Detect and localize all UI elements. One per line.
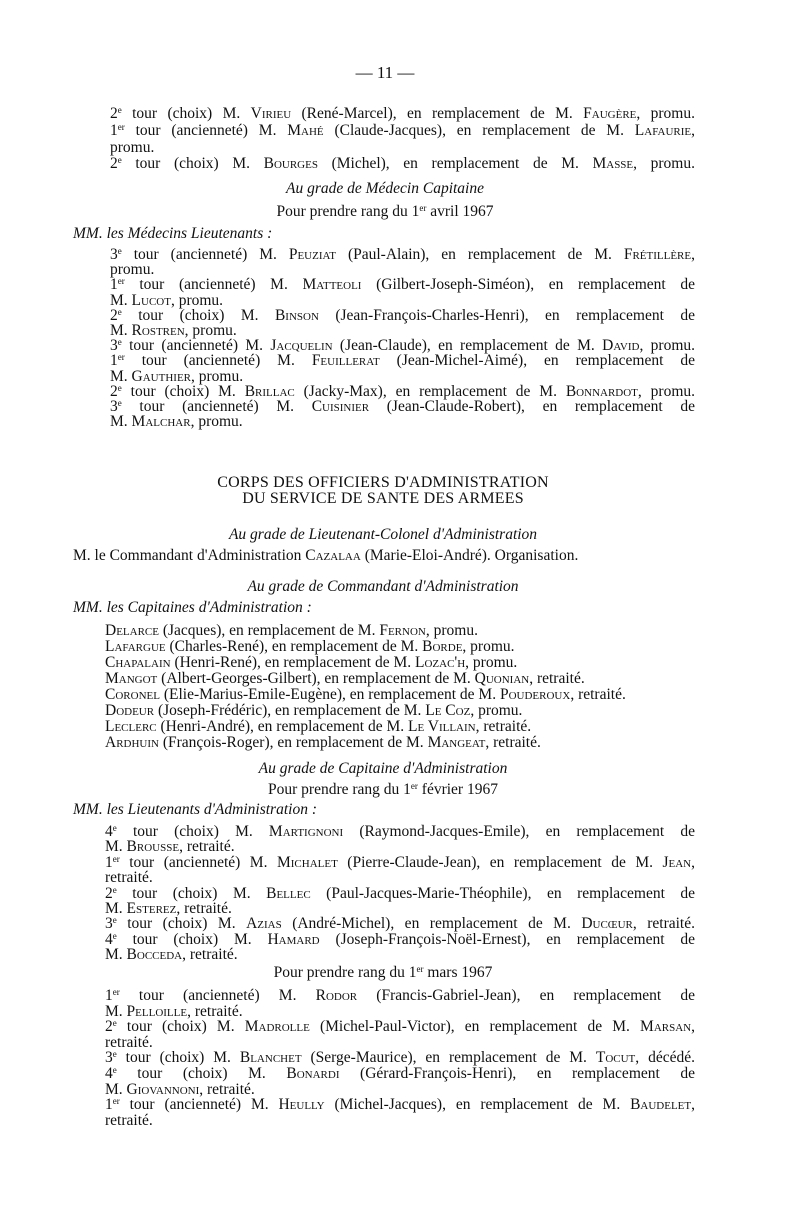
tour-ordinal: e bbox=[117, 105, 122, 115]
entry-text: (Gilbert-Joseph-Siméon), en remplacement de bbox=[361, 276, 695, 294]
rang-sup: er bbox=[410, 781, 418, 791]
entry-text: (François-Roger), en remplacement de M. bbox=[158, 734, 428, 751]
entry-tail: , retraité. bbox=[187, 1002, 243, 1020]
officer-surname: Brillac bbox=[244, 382, 295, 400]
entry-line bbox=[105, 1018, 695, 1036]
replaced-officer-surname: David bbox=[602, 337, 640, 355]
entry-text: retraité. bbox=[105, 869, 153, 887]
entry-text: (Paul-Alain), en remplacement de M. bbox=[335, 246, 624, 263]
entry-tail: , bbox=[691, 1096, 695, 1114]
entry-text: (Claude-Jacques), en remplacement de M. bbox=[323, 121, 635, 139]
tour-text: tour (choix) M. bbox=[121, 382, 245, 400]
entry-line bbox=[110, 139, 154, 157]
officer-surname: Giovannoni bbox=[126, 1080, 200, 1098]
entry-text: (Jacques), en remplacement de M. bbox=[158, 622, 380, 639]
entry-tail: , promu. bbox=[190, 413, 243, 431]
entry-tail: , promu. bbox=[465, 654, 518, 671]
officer-surname: Leclerc bbox=[105, 718, 157, 735]
rang-pre: Pour prendre rang du 1 bbox=[276, 203, 420, 220]
tour-ordinal: e bbox=[117, 337, 122, 348]
officer-surname: Feuillerat bbox=[311, 352, 380, 370]
entry-text: (Jean-Michel-Aimé), en remplacement de bbox=[379, 352, 695, 370]
officer-surname: Chapalain bbox=[105, 654, 171, 671]
mm-label-lieutenants-admin: MM. les Lieutenants d'Administration : bbox=[73, 801, 317, 818]
entry-tail: , promu. bbox=[462, 638, 515, 655]
tour-number: 1 bbox=[110, 276, 118, 294]
officer-surname: Michalet bbox=[276, 853, 338, 871]
tour-ordinal: er bbox=[117, 276, 125, 287]
replaced-officer-surname: Mangeat bbox=[427, 734, 486, 751]
entry-text: (Jean-Claude), en remplacement de M. bbox=[332, 337, 603, 355]
officer-surname: Heully bbox=[278, 1096, 325, 1114]
tour-text: tour (choix) M. bbox=[116, 915, 247, 933]
tour-number: 1 bbox=[110, 121, 118, 139]
tour-number: 3 bbox=[110, 246, 118, 263]
entry-prefix: M. bbox=[105, 946, 127, 964]
tour-ordinal: e bbox=[112, 1049, 117, 1060]
tour-text: tour (ancienneté) M. bbox=[119, 987, 316, 1004]
entry-line bbox=[105, 1096, 695, 1114]
tour-text: tour (choix) M. bbox=[121, 105, 251, 122]
entry-text: (Jacky-Max), en remplacement de M. bbox=[294, 382, 566, 400]
entry-tail: , retraité. bbox=[570, 686, 626, 703]
entry-prefix: M. bbox=[110, 413, 132, 431]
tour-number: 4 bbox=[105, 1065, 113, 1082]
replaced-officer-surname: Lafaurie bbox=[634, 121, 692, 139]
tour-number: 3 bbox=[110, 337, 118, 355]
entry-prefix: M. bbox=[110, 367, 132, 385]
entry-text: (Michel-Jacques), en remplacement de M. bbox=[324, 1096, 631, 1114]
officer-surname: Cuisinier bbox=[311, 398, 370, 415]
tour-text: tour (choix) M. bbox=[116, 1065, 287, 1082]
tour-text: tour (choix) M. bbox=[116, 1018, 245, 1036]
officer-surname: Pelloille bbox=[126, 1002, 188, 1020]
tour-text: tour (ancienneté) M. bbox=[121, 398, 312, 415]
tour-text: tour (ancienneté) M. bbox=[119, 853, 277, 871]
entry-tail: , bbox=[691, 1018, 695, 1036]
tour-number: 2 bbox=[110, 105, 118, 122]
officer-surname: Hamard bbox=[267, 930, 320, 948]
tour-ordinal: e bbox=[112, 930, 117, 941]
tour-ordinal: e bbox=[112, 1065, 117, 1075]
entry-prefix: M. bbox=[105, 1080, 127, 1098]
page-number: — 11 — bbox=[355, 63, 415, 82]
rang-line-fevrier bbox=[0, 781, 766, 799]
replaced-officer-surname: Pouderoux bbox=[499, 686, 571, 703]
officer-surname: Mangot bbox=[105, 670, 158, 687]
entry-line bbox=[105, 1112, 153, 1130]
replaced-officer-surname: Faugère bbox=[583, 105, 637, 122]
entry-line bbox=[110, 155, 695, 173]
entry-tail: , promu. bbox=[470, 702, 523, 719]
entry-text: (Paul-Jacques-Marie-Théophile), en remplacement de bbox=[310, 884, 696, 902]
officer-surname: Lafargue bbox=[105, 638, 166, 655]
entry-tail: , promu. bbox=[184, 322, 237, 339]
entry-prefix: M. bbox=[105, 1002, 127, 1020]
replaced-officer-surname: Jean bbox=[662, 853, 692, 871]
officer-surname: Esterez bbox=[126, 900, 177, 917]
tour-text: tour (ancienneté) M. bbox=[124, 276, 303, 294]
officer-surname: Rodor bbox=[315, 987, 358, 1004]
tour-number: 2 bbox=[105, 1018, 113, 1036]
grade-heading-ltcol: Au grade de Lieutenant-Colonel d'Administration bbox=[228, 526, 538, 543]
tour-number: 1 bbox=[105, 1096, 113, 1114]
tour-text: tour (choix) M. bbox=[116, 1049, 240, 1067]
entry-tail: , retraité. bbox=[199, 1080, 255, 1098]
entry-tail: , décédé. bbox=[635, 1049, 695, 1067]
tour-text: tour (ancienneté) M. bbox=[121, 337, 271, 355]
replaced-officer-surname: Quonian bbox=[474, 670, 530, 687]
tour-ordinal: e bbox=[117, 398, 122, 408]
entry-text: (Henri-René), en remplacement de M. bbox=[170, 654, 416, 671]
entry-tail: , retraité. bbox=[179, 838, 235, 856]
entry-line bbox=[105, 946, 238, 964]
tour-ordinal: e bbox=[117, 306, 122, 317]
entry-text: promu. bbox=[110, 138, 155, 156]
entry-text: (Jean-François-Charles-Henri), en remplacement de bbox=[318, 306, 695, 324]
officer-surname: Malchar bbox=[131, 413, 191, 431]
entry-text: (Henri-André), en remplacement de M. bbox=[156, 718, 408, 735]
officer-surname: Rostren bbox=[131, 322, 185, 339]
officer-surname: Brousse bbox=[126, 838, 180, 856]
rang-sup: er bbox=[416, 964, 424, 974]
tour-ordinal: er bbox=[117, 352, 125, 363]
entry-text: (Gérard-François-Henri), en remplacement de bbox=[339, 1065, 695, 1082]
entry-text: retraité. bbox=[105, 1033, 153, 1051]
entry-text: (Francis-Gabriel-Jean), en remplacement de bbox=[357, 987, 695, 1004]
entry-text: (Joseph-François-Noël-Ernest), en remplacement de bbox=[319, 930, 696, 948]
entry-prefix: M. bbox=[105, 900, 127, 917]
entry-tail: , promu. bbox=[637, 382, 696, 400]
entry-line bbox=[110, 413, 243, 431]
entry-text: retraité. bbox=[105, 1111, 153, 1129]
tour-ordinal: e bbox=[112, 915, 117, 926]
tour-number: 2 bbox=[110, 382, 118, 400]
entry-tail: , retraité. bbox=[485, 734, 541, 751]
grade-heading-medecin-capitaine: Au grade de Médecin Capitaine bbox=[285, 180, 484, 197]
replaced-officer-surname: Le Villain bbox=[407, 718, 476, 735]
officer-surname: Binson bbox=[274, 306, 319, 324]
officer-surname: Delarce bbox=[105, 622, 159, 639]
entry-text: (Jean-Claude-Robert), en remplacement de bbox=[369, 398, 695, 415]
replaced-officer-surname: Marsan bbox=[640, 1018, 692, 1036]
rang-post: février 1967 bbox=[417, 781, 498, 798]
tour-text: tour (choix) M. bbox=[121, 155, 264, 173]
entry-text: (Albert-Georges-Gilbert), en remplacement de M. bbox=[157, 670, 475, 687]
officer-surname: Dodeur bbox=[105, 702, 155, 719]
replaced-officer-surname: Borde bbox=[422, 638, 463, 655]
entry-tail: , promu. bbox=[633, 155, 695, 173]
tour-ordinal: e bbox=[117, 246, 122, 256]
entry-tail: , retraité. bbox=[475, 718, 532, 735]
officer-surname: Peuziat bbox=[288, 246, 336, 263]
entry-text: (Serge-Maurice), en remplacement de M. bbox=[301, 1049, 596, 1067]
entry-text: (René-Marcel), en remplacement de M. bbox=[291, 105, 584, 122]
entry-tail: , promu. bbox=[639, 337, 695, 355]
tour-number: 3 bbox=[110, 398, 118, 415]
entry-line bbox=[110, 246, 695, 264]
entry-line bbox=[105, 854, 695, 872]
tour-number: 2 bbox=[110, 306, 118, 324]
tour-number: 2 bbox=[110, 155, 118, 173]
corps-heading-line-1: CORPS DES OFFICIERS D'ADMINISTRATION bbox=[217, 474, 549, 491]
tour-ordinal: e bbox=[112, 823, 117, 833]
replaced-officer-surname: Ducœur bbox=[581, 915, 633, 933]
officer-surname: Bocceda bbox=[126, 946, 183, 964]
tour-number: 4 bbox=[105, 823, 113, 840]
officer-surname: Jacquelin bbox=[270, 337, 333, 355]
entry-tail: , bbox=[691, 246, 695, 263]
officer-surname: Bellec bbox=[266, 884, 311, 902]
entry-tail: , promu. bbox=[170, 291, 224, 309]
tour-number: 1 bbox=[105, 987, 113, 1004]
grade-heading-capitaine: Au grade de Capitaine d'Administration bbox=[258, 760, 508, 777]
officer-surname: Madrolle bbox=[244, 1018, 310, 1036]
ltcol-entry-rest: (Marie-Eloi-André). Organisation. bbox=[360, 547, 579, 564]
entry-tail: , promu. bbox=[425, 622, 478, 639]
entry-prefix: M. bbox=[105, 838, 127, 856]
rang-post: mars 1967 bbox=[423, 964, 493, 981]
ltcol-entry bbox=[73, 547, 578, 565]
replaced-officer-surname: Masse bbox=[592, 155, 634, 173]
replaced-officer-surname: Le Coz bbox=[425, 702, 471, 719]
grade-heading-commandant: Au grade de Commandant d'Administration bbox=[247, 578, 519, 595]
tour-ordinal: e bbox=[112, 1018, 117, 1029]
entry-tail: , retraité. bbox=[529, 670, 585, 687]
entry-line bbox=[110, 122, 695, 140]
officer-surname: Bourges bbox=[263, 155, 318, 173]
entry-tail: , retraité. bbox=[176, 900, 232, 917]
entry-tail: , bbox=[691, 121, 695, 139]
tour-text: tour (choix) M. bbox=[116, 884, 267, 902]
entry-tail: , retraité. bbox=[182, 946, 238, 964]
tour-ordinal: er bbox=[117, 121, 125, 132]
corps-heading-line-2: DU SERVICE DE SANTE DES ARMEES bbox=[242, 490, 524, 507]
officer-surname: Matteoli bbox=[302, 276, 362, 294]
entry-text: (Charles-René), en remplacement de M. bbox=[165, 638, 423, 655]
tour-ordinal: er bbox=[112, 853, 120, 864]
officer-surname: Bonardi bbox=[286, 1065, 340, 1082]
officer-surname: Azias bbox=[246, 915, 282, 933]
entry-text: (Michel), en remplacement de M. bbox=[317, 155, 593, 173]
rang-post: avril 1967 bbox=[426, 203, 494, 220]
rang-line-mars bbox=[0, 964, 766, 982]
replaced-officer-surname: Bonnardot bbox=[565, 382, 638, 400]
tour-text: tour (choix) M. bbox=[116, 823, 269, 840]
tour-text: tour (ancienneté) M. bbox=[119, 1096, 279, 1114]
entry-text: promu. bbox=[110, 261, 155, 279]
entry-text: (André-Michel), en remplacement de M. bbox=[281, 915, 582, 933]
entry-line bbox=[110, 105, 695, 123]
ltcol-entry-pre: M. le Commandant d'Administration bbox=[73, 547, 306, 564]
tour-text: tour (choix) M. bbox=[116, 930, 268, 948]
tour-number: 1 bbox=[105, 853, 113, 871]
tour-ordinal: e bbox=[117, 155, 122, 166]
tour-number: 1 bbox=[110, 352, 118, 370]
replaced-officer-surname: Baudelet bbox=[630, 1096, 692, 1114]
entry-tail: , bbox=[691, 853, 695, 871]
tour-text: tour (ancienneté) M. bbox=[124, 352, 312, 370]
mm-label-medecins: MM. les Médecins Lieutenants : bbox=[73, 225, 273, 242]
officer-surname: Martignoni bbox=[268, 823, 344, 840]
entry-prefix: M. bbox=[110, 291, 132, 309]
officer-surname: Ardhuin bbox=[105, 734, 159, 751]
entry-tail: , retraité. bbox=[632, 915, 695, 933]
officer-surname: Mahé bbox=[287, 121, 324, 139]
entry-line bbox=[105, 734, 541, 752]
tour-number: 3 bbox=[105, 915, 113, 933]
tour-number: 3 bbox=[105, 1049, 113, 1067]
entry-text: (Michel-Paul-Victor), en remplacement de M. bbox=[309, 1018, 641, 1036]
entry-text: (Pierre-Claude-Jean), en remplacement de M. bbox=[337, 853, 663, 871]
replaced-officer-surname: Lozac'h bbox=[415, 654, 466, 671]
officer-surname: Lucot bbox=[131, 291, 171, 309]
entry-tail: , promu. bbox=[636, 105, 695, 122]
tour-ordinal: er bbox=[112, 1096, 120, 1107]
replaced-officer-surname: Tocut bbox=[595, 1049, 636, 1067]
tour-text: tour (ancienneté) M. bbox=[124, 121, 288, 139]
tour-ordinal: e bbox=[112, 884, 117, 895]
rang-pre: Pour prendre rang du 1 bbox=[268, 781, 411, 798]
officer-surname: Gauthier bbox=[131, 367, 192, 385]
officer-surname: Cazalaa bbox=[305, 547, 361, 564]
tour-number: 4 bbox=[105, 930, 113, 948]
entry-text: (Elie-Marius-Emile-Eugène), en remplacement de M. bbox=[159, 686, 500, 703]
tour-text: tour (ancienneté) M. bbox=[121, 246, 289, 263]
entry-text: (Raymond-Jacques-Emile), en remplacement de bbox=[343, 823, 695, 840]
entry-prefix: M. bbox=[110, 322, 132, 339]
rang-pre: Pour prendre rang du 1 bbox=[273, 964, 417, 981]
entry-text: (Joseph-Frédéric), en remplacement de M. bbox=[154, 702, 426, 719]
replaced-officer-surname: Fernon bbox=[379, 622, 426, 639]
tour-ordinal: er bbox=[112, 987, 120, 997]
officer-surname: Coronel bbox=[105, 686, 160, 703]
tour-text: tour (choix) M. bbox=[121, 306, 275, 324]
rang-sup: er bbox=[419, 203, 427, 213]
entry-tail: , promu. bbox=[191, 367, 244, 385]
replaced-officer-surname: Frétillère bbox=[623, 246, 692, 263]
mm-label-capitaines: MM. les Capitaines d'Administration : bbox=[73, 599, 312, 616]
tour-ordinal: e bbox=[117, 382, 122, 393]
rang-line-avril bbox=[0, 203, 770, 221]
tour-number: 2 bbox=[105, 884, 113, 902]
officer-surname: Blanchet bbox=[239, 1049, 302, 1067]
officer-surname: Virieu bbox=[250, 105, 292, 122]
